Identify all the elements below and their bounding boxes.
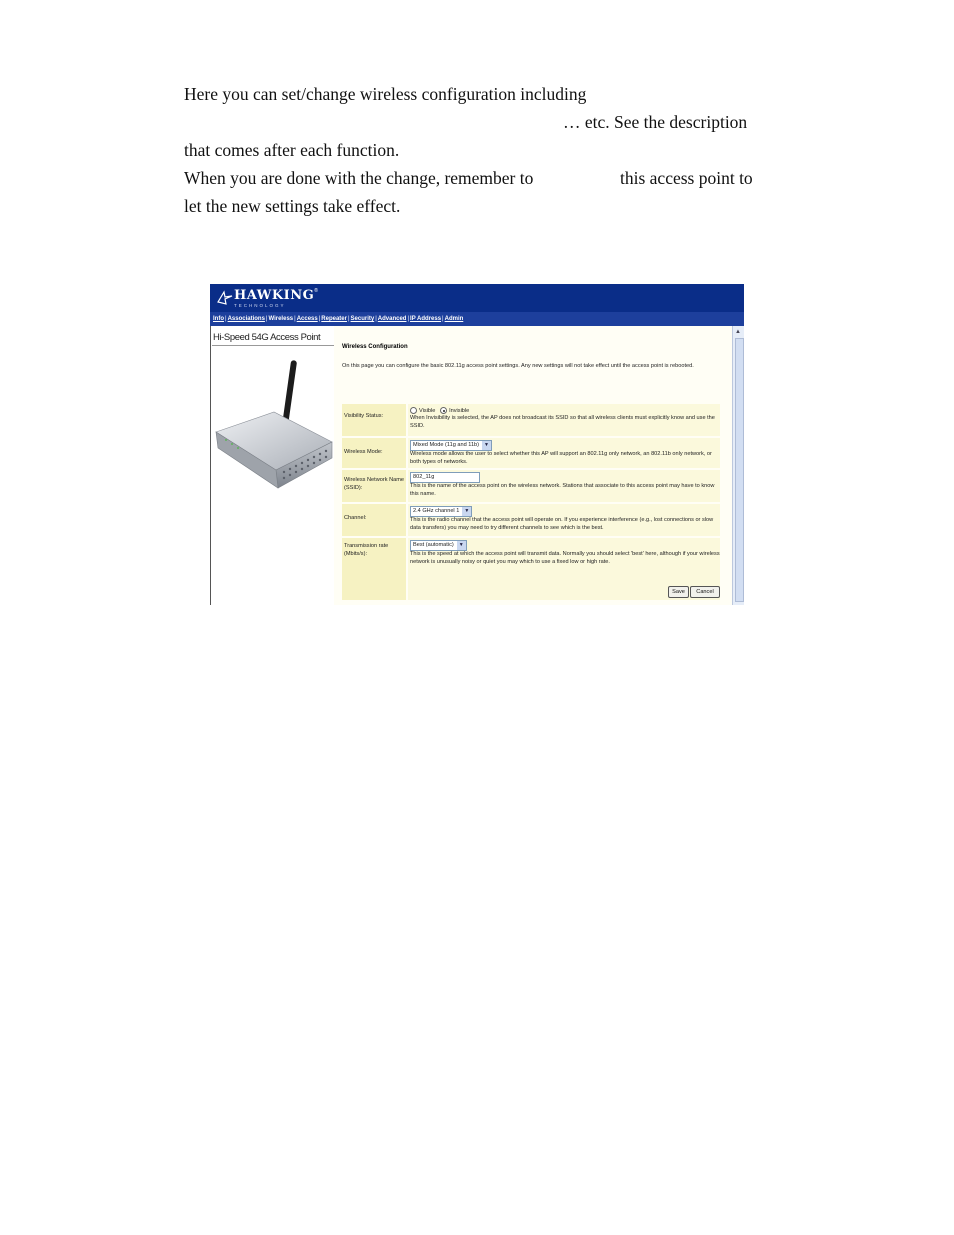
hawking-logo (216, 288, 318, 306)
hawk-logo-icon (216, 288, 234, 306)
nav-advanced[interactable]: Advanced (377, 316, 407, 322)
nav-sep: | (318, 316, 321, 322)
section-description: On this page you can configure the basic 802.11g access point settings. Any new settings will not take effect until the access point is rebooted. (342, 363, 694, 369)
rate-select[interactable] (410, 540, 467, 551)
nav-sep: | (442, 316, 444, 322)
visibility-label: Visibility Status: (342, 404, 406, 436)
nav-security[interactable]: Security (350, 316, 375, 322)
chevron-down-icon: ▼ (457, 541, 466, 550)
visibility-cell (408, 404, 720, 436)
header-banner (210, 284, 744, 312)
nav-bar (210, 312, 744, 326)
intro-line-4b: this access point to (620, 168, 753, 188)
rate-value: Best (automatic) (413, 542, 454, 548)
nav-access[interactable]: Access (296, 316, 318, 322)
visible-option-label: Visible (419, 407, 436, 414)
wireless-mode-cell (408, 438, 720, 468)
intro-line-3: that comes after each function. (184, 140, 400, 160)
wireless-mode-select[interactable] (410, 440, 492, 451)
nav-wireless[interactable]: Wireless (268, 316, 294, 322)
visible-radio[interactable] (410, 407, 417, 414)
intro-line-2: … etc. See the description (563, 112, 748, 132)
ssid-label: Wireless Network Name (SSID): (342, 470, 406, 502)
nav-admin[interactable]: Admin (444, 316, 464, 322)
chevron-down-icon: ▼ (462, 507, 471, 516)
nav-sep: | (294, 316, 296, 322)
brand-reg: ® (314, 288, 318, 294)
chevron-down-icon: ▼ (482, 441, 491, 450)
vertical-scrollbar[interactable] (732, 326, 744, 605)
nav-ip-address[interactable]: IP Address (410, 316, 442, 322)
brand-name: HAWKING (234, 288, 315, 303)
scroll-up-icon[interactable]: ▲ (735, 329, 741, 335)
channel-select[interactable] (410, 506, 472, 517)
config-panel (334, 326, 734, 605)
product-title: Hi-Speed 54G Access Point (212, 330, 336, 346)
nav-sep: | (347, 316, 350, 322)
scrollbar-thumb[interactable] (735, 338, 744, 602)
access-point-image (212, 354, 334, 524)
nav-info[interactable]: Info (213, 316, 224, 322)
intro-line-1: Here you can set/change wireless configuration including (184, 84, 587, 104)
wireless-mode-value: Mixed Mode (11g and 11b) (413, 442, 480, 448)
channel-label: Channel: (342, 504, 406, 536)
rate-label: Transmission rate (Mbits/s): (342, 538, 406, 600)
intro-line-4a: When you are done with the change, remember to (184, 168, 534, 188)
left-panel (210, 326, 335, 605)
wireless-config-screenshot (210, 284, 744, 605)
nav-sep: | (265, 316, 268, 322)
brand-subtitle: TECHNOLOGY (234, 303, 286, 308)
nav-sep: | (225, 316, 227, 322)
cancel-button[interactable]: Cancel (690, 586, 720, 598)
nav-sep: | (375, 316, 377, 322)
wireless-mode-label: Wireless Mode: (342, 438, 406, 468)
channel-help: This is the radio channel that the access point will operate on. If you experience interference (e.g., lost connections or slow data transfers) you may need to try different channels to see which is the best. (410, 517, 714, 531)
channel-value: 2.4 GHz channel 1 (413, 508, 460, 514)
channel-cell (408, 504, 720, 536)
nav-sep: | (407, 316, 410, 322)
invisible-option-label: Invisible (449, 407, 470, 414)
section-title: Wireless Configuration (342, 344, 408, 350)
intro-line-5: let the new settings take effect. (184, 196, 401, 216)
visibility-help: When Invisibility is selected, the AP does not broadcast its SSID so that all wireless clients must explicitly know and use the SSID. (410, 415, 715, 429)
invisible-radio[interactable] (440, 407, 447, 414)
ssid-cell (408, 470, 720, 502)
save-button[interactable]: Save (668, 586, 689, 598)
ssid-help: This is the name of the access point on the wireless network. Stations that associate to this access point may have to know this name. (410, 483, 715, 497)
nav-repeater[interactable]: Repeater (321, 316, 347, 322)
wireless-mode-help: Wireless mode allows the user to select whether this AP will support an 802.11g only network, an 802.11b only network, or both types of networks. (410, 451, 712, 465)
rate-help: This is the speed at which the access point will transmit data. Normally you should select 'best' here, although if your wireless network is unusually noisy or quiet you may which to use a fixed low or high rate. (410, 551, 720, 565)
ssid-input[interactable]: 802_11g (410, 472, 480, 483)
nav-associations[interactable]: Associations (227, 316, 265, 322)
